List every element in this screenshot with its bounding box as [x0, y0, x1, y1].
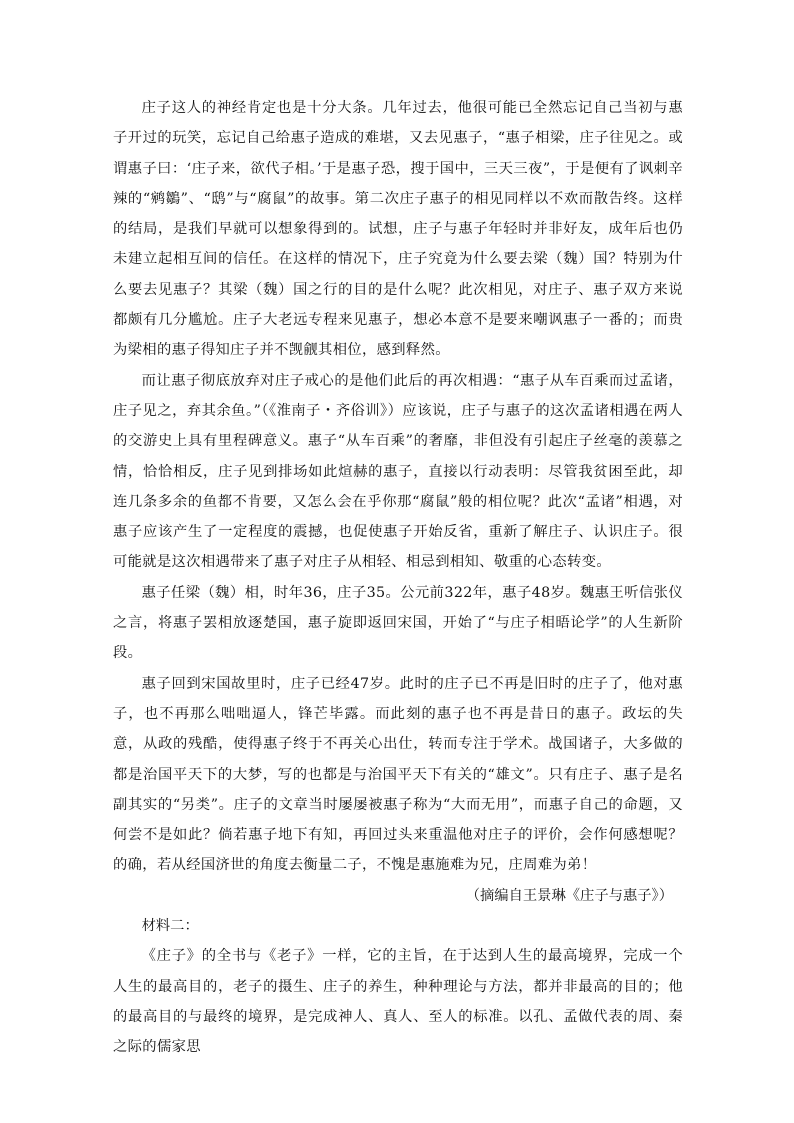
- source-citation: （摘编自王景琳《庄子与惠子》）: [465, 887, 673, 904]
- paragraph-1: 庄子这人的神经肯定也是十分大条。几年过去，他很可能已全然忘记自己当初与惠子开过的玩笑，忘记自己给惠子造成的难堪，又去见惠子，“惠子相梁，庄子往见之。或谓惠子曰：‘庄子来，欲代子相。’于是惠子恐，搜于国中，三天三夜”，于是便有了讽刺辛辣的“鹓鶵”、“鸱”与“腐鼠”的故事。第二次庄子惠子的相见同样以不欢而散告终。这样的结局，是我们早就可以想象得到的。试想，庄子与惠子年轻时并非好友，成年后也仍未建立起相互间的信任。在这样的情况下，庄子究竟为什么要去梁（魏）国？特别为什么要去见惠子？其梁（魏）国之行的目的是什么呢？此次相见，对庄子、惠子双方来说都颇有几分尴尬。庄子大老远专程来见惠子，想必本意不是要来嘲讽惠子一番的；而贵为梁相的惠子得知庄子并不觊觎其相位，感到释然。: [113, 100, 683, 359]
- paragraph-4: 惠子回到宋国故里时，庄子已经47岁。此时的庄子已不再是旧时的庄子了，他对惠子，也不再那么咄咄逼人，锋芒毕露。而此刻的惠子也不再是昔日的惠子。政坛的失意，从政的残酷，使得惠子终于不再关心出仕，转而专注于学术。战国诸子，大多做的都是治国平天下的大梦，写的也都是与治国平天下有关的“雄文”。只有庄子、惠子是名副其实的“另类”。庄子的文章当时屡屡被惠子称为“大而无用”，而惠子自己的命题，又何尝不是如此？倘若惠子地下有知，再回过头来重温他对庄子的评价，会作何感想呢？的确，若从经国济世的角度去衡量二子，不愧是惠施难为兄，庄周难为弟！: [113, 675, 683, 874]
- paragraph-2: 而让惠子彻底放弃对庄子戒心的是他们此后的再次相遇：“惠子从车百乘而过孟诸，庄子见之，弃其余鱼。”（《淮南子・齐俗训》）应该说，庄子与惠子的这次孟诸相遇在两人的交游史上具有里程碑意义。惠子“从车百乘”的奢靡，非但没有引起庄子丝毫的羡慕之情，恰恰相反，庄子见到排场如此煊赫的惠子，直接以行动表明：尽管我贫困至此，却连几条多余的鱼都不肯要，又怎么会在乎你那“腐鼠”般的相位呢？此次“孟诸”相遇，对惠子应该产生了一定程度的震撼，也促使惠子开始反省，重新了解庄子、认识庄子。很可能就是这次相遇带来了惠子对庄子从相轻、相忌到相知、敬重的心态转变。: [113, 372, 683, 571]
- material-two-heading: 材料二：: [141, 918, 199, 935]
- paragraph-3: 惠子任梁（魏）相，时年36，庄子35。公元前322年，惠子48岁。魏惠王听信张仪之言，将惠子罢相放逐楚国，惠子旋即返回宋国，开始了“与庄子相晤论学”的人生新阶段。: [113, 584, 683, 662]
- document-page: [113, 93, 683, 1063]
- paragraph-5: 《庄子》的全书与《老子》一样，它的主旨，在于达到人生的最高境界，完成一个人生的最高目的，老子的摄生、庄子的养生，种种理论与方法，都并非最高的目的；他的最高目的与最终的境界，是完成神人、真人、至人的标准。以孔、孟做代表的周、秦之际的儒家思: [113, 948, 683, 1056]
